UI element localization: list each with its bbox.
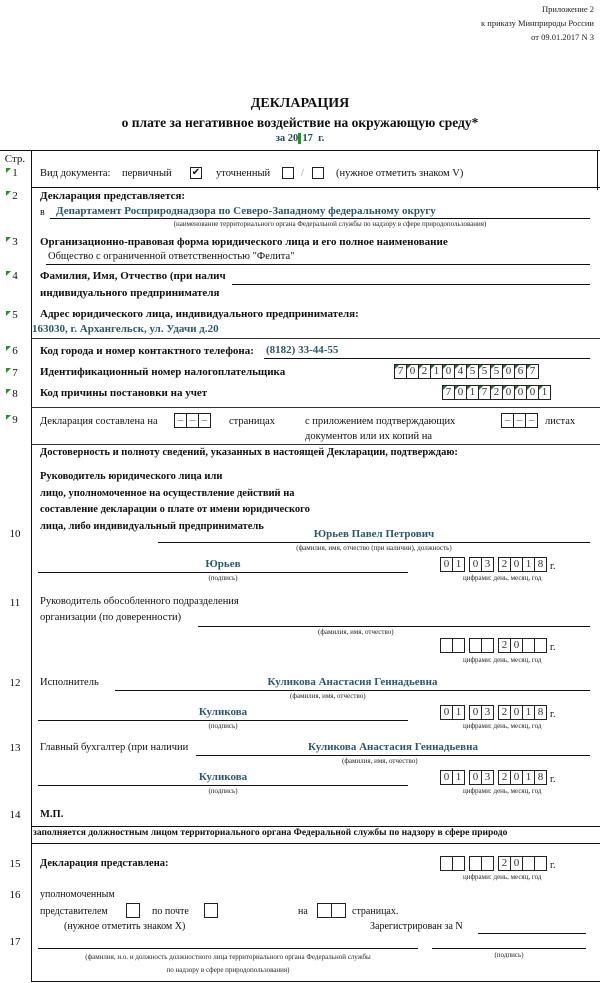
head-date-caption: цифрами: день, месяц, год: [463, 574, 542, 582]
date-digit[interactable]: 1: [522, 770, 535, 785]
stamp-label: М.П.: [40, 809, 64, 820]
date-digit[interactable]: 0: [510, 638, 523, 653]
year-suffix: г.: [550, 774, 556, 785]
registered-label: Зарегистрирован за N: [370, 921, 463, 932]
branch-head-underline: [198, 626, 590, 627]
row-num-5: 5: [12, 309, 18, 321]
chief-accountant-caption: (фамилия, имя, отчество): [342, 757, 418, 765]
date-digit[interactable]: 8: [534, 705, 547, 720]
inn-digit[interactable]: 2: [418, 364, 431, 379]
inn-digit[interactable]: 5: [478, 364, 491, 379]
inn-digit[interactable]: 1: [430, 364, 443, 379]
sheets-digit[interactable]: –: [513, 413, 526, 428]
date-digit[interactable]: 3: [481, 705, 494, 720]
executor-name-field[interactable]: Куликова Анастасия Геннадьевна: [267, 676, 438, 688]
submitted-label: Декларация представлена:: [40, 858, 169, 869]
executor-date[interactable]: [441, 705, 555, 720]
date-digit[interactable]: [481, 856, 494, 871]
date-digit[interactable]: 0: [440, 770, 453, 785]
row-num-11: 11: [9, 597, 21, 609]
kpp-label: Код причины постановки на учет: [40, 387, 208, 399]
address-field[interactable]: 163030, г. Архангельск, ул. Удачи д.20: [32, 323, 219, 335]
chief-accountant-label: Главный бухгалтер (при наличии: [40, 742, 189, 753]
document-subtitle: о плате за негативное воздействие на окружающую среду*: [121, 115, 479, 130]
address-label: Адрес юридического лица, индивидуального предпринимателя:: [40, 308, 359, 320]
date-year[interactable]: [499, 638, 547, 653]
corrected-label: уточненный: [216, 168, 271, 179]
chief-accountant-date[interactable]: [441, 770, 555, 785]
date-day[interactable]: [441, 557, 465, 572]
pages-digit[interactable]: [331, 903, 346, 918]
official-caption-line: (фамилия, и.о. и должность должностного лица территориального органа Федеральной службы: [85, 953, 371, 961]
period-year-field[interactable]: 17: [298, 133, 313, 144]
date-digit[interactable]: 2: [498, 856, 511, 871]
date-digit[interactable]: [452, 856, 465, 871]
date-year[interactable]: [499, 705, 547, 720]
pages-unit: страницах: [229, 416, 276, 427]
year-suffix: г.: [550, 709, 556, 720]
date-year[interactable]: [499, 557, 547, 572]
date-month[interactable]: [470, 638, 494, 653]
date-month[interactable]: [470, 557, 494, 572]
row-num-13: 13: [9, 742, 21, 754]
attachments-label: с приложением подтверждающих: [305, 416, 456, 427]
pages-digit[interactable]: –: [186, 413, 199, 428]
official-caption-line: по надзору в сфере природопользования): [166, 966, 290, 974]
sheets-digit[interactable]: –: [525, 413, 538, 428]
row-num-9: 9: [12, 414, 18, 426]
inn-digit[interactable]: 6: [514, 364, 527, 379]
date-digit[interactable]: 3: [481, 770, 494, 785]
head-role-line: Руководитель юридического лица или: [40, 471, 223, 482]
pages-digit[interactable]: –: [198, 413, 211, 428]
official-signature-caption: (подпись): [494, 951, 524, 959]
doc-type-label: Вид документа:: [40, 168, 111, 179]
reporting-period: [0, 133, 600, 144]
appendix-header: [481, 2, 594, 44]
inn-digit[interactable]: 0: [442, 364, 455, 379]
official-section-note: заполняется должностным лицом территориального органа Федеральной службы по надзору в сфере природо: [33, 828, 508, 838]
phone-underline: [264, 358, 590, 359]
head-role-line: составление декларации о плате от имени юридического: [40, 504, 310, 515]
table-bottom-border: [31, 981, 600, 982]
document-title: ДЕКЛАРАЦИЯ: [250, 96, 350, 111]
branch-head-date[interactable]: [441, 638, 555, 653]
executor-signature-field[interactable]: Куликова: [198, 706, 248, 718]
inn-digit[interactable]: 4: [454, 364, 467, 379]
row-num-7: 7: [12, 367, 18, 379]
date-digit[interactable]: 0: [510, 856, 523, 871]
executor-label: Исполнитель: [40, 677, 99, 688]
pages-count-boxes[interactable]: [175, 413, 211, 428]
submitted-to-prefix: в: [40, 207, 45, 218]
official-name-caption: [38, 951, 418, 977]
period-prefix: за 20: [275, 133, 299, 144]
date-digit[interactable]: 1: [452, 770, 465, 785]
date-digit[interactable]: 0: [510, 557, 523, 572]
date-day[interactable]: [441, 705, 465, 720]
correction-number-checkbox[interactable]: [312, 167, 324, 179]
head-signature-underline: [38, 572, 408, 573]
executor-signature-underline: [38, 720, 408, 721]
mark-note: (нужное отметить знаком V): [336, 168, 464, 179]
date-digit[interactable]: 0: [440, 557, 453, 572]
authorized-label: уполномоченным: [40, 889, 115, 900]
representative-label: представителем: [40, 906, 108, 917]
authority-caption: (наименование территориального органа Федеральной службы по надзору в сфере природопользования): [173, 220, 487, 228]
date-digit[interactable]: [481, 638, 494, 653]
head-role-line: лица, либо индивидуальный предприниматель: [40, 520, 264, 532]
branch-head-label-2: организации (по доверенности): [40, 612, 182, 623]
kpp-digit[interactable]: 0: [454, 385, 467, 400]
phone-field[interactable]: (8182) 33-44-55: [266, 344, 339, 356]
kpp-digit[interactable]: 1: [538, 385, 551, 400]
kpp-digit[interactable]: 0: [514, 385, 527, 400]
entrepreneur-name-label-2: индивидуального предпринимателя: [40, 287, 220, 299]
sheets-count-boxes[interactable]: [502, 413, 538, 428]
executor-signature-caption: (подпись): [208, 722, 238, 730]
primary-checkbox[interactable]: ✔: [191, 167, 201, 178]
inn-digit[interactable]: 7: [526, 364, 539, 379]
chief-accountant-name-field[interactable]: Куликова Анастасия Геннадьевна: [308, 741, 478, 753]
inn-digit[interactable]: 0: [502, 364, 515, 379]
official-signature-field[interactable]: [432, 948, 586, 949]
branch-head-name-field[interactable]: [198, 612, 590, 626]
date-digit[interactable]: 1: [522, 557, 535, 572]
pages-digit[interactable]: –: [174, 413, 187, 428]
year-suffix: г.: [550, 860, 556, 871]
entrepreneur-name-field[interactable]: [232, 270, 590, 284]
kpp-digit-boxes[interactable]: [443, 385, 551, 400]
date-digit[interactable]: 2: [498, 705, 511, 720]
org-name-field[interactable]: Общество с ограниченной ответственностью "Фелита": [48, 251, 295, 262]
date-month[interactable]: [470, 770, 494, 785]
date-digit[interactable]: 2: [498, 770, 511, 785]
row-divider: [31, 843, 600, 844]
submitted-date[interactable]: [441, 856, 555, 871]
corrected-checkbox[interactable]: [282, 167, 294, 179]
order-date: от 09.01.2017 N 3: [531, 32, 594, 42]
order-label: к приказу Минприроды России: [481, 18, 594, 28]
date-month[interactable]: [470, 856, 494, 871]
row-divider: [31, 187, 600, 188]
date-digit[interactable]: 2: [498, 638, 511, 653]
date-digit[interactable]: 8: [534, 557, 547, 572]
date-digit[interactable]: 1: [452, 557, 465, 572]
pages-label: Декларация составлена на: [40, 416, 158, 427]
row-num-8: 8: [12, 388, 18, 400]
row-num-1: 1: [12, 167, 18, 179]
representative-checkbox[interactable]: [126, 903, 140, 918]
date-day[interactable]: [441, 638, 465, 653]
table-right-border: [597, 150, 598, 190]
head-signature-caption: (подпись): [208, 574, 238, 582]
executor-name-caption: (фамилия, имя, отчество): [290, 692, 366, 700]
executor-name-underline: [115, 690, 590, 691]
year-suffix: г.: [550, 561, 556, 572]
date-digit[interactable]: 1: [522, 705, 535, 720]
chief-accountant-signature-field[interactable]: Куликова: [198, 771, 248, 783]
row-num-14: 14: [9, 809, 21, 821]
branch-head-label: Руководитель обособленного подразделения: [40, 596, 239, 607]
head-name-underline: [158, 542, 590, 543]
branch-head-caption: (фамилия, имя, отчество): [318, 628, 394, 636]
by-mail-checkbox[interactable]: [204, 903, 218, 918]
inn-digit[interactable]: 7: [394, 364, 407, 379]
date-month[interactable]: [470, 705, 494, 720]
date-digit[interactable]: 0: [469, 557, 482, 572]
row-divider: [31, 407, 600, 408]
chief-accountant-date-caption: цифрами: день, месяц, год: [463, 787, 542, 795]
row-divider: [31, 826, 600, 827]
date-digit[interactable]: 8: [534, 770, 547, 785]
sheets-unit: листах: [545, 416, 576, 427]
row-num-16: 16: [9, 889, 21, 901]
row-num-10: 10: [9, 528, 21, 540]
confirmation-statement: Достоверность и полноту сведений, указанных в настоящей Декларации, подтверждаю:: [40, 447, 458, 458]
row-num-3: 3: [12, 236, 18, 248]
row-divider: [31, 338, 600, 339]
date-digit[interactable]: 0: [440, 705, 453, 720]
date-digit[interactable]: [534, 638, 547, 653]
authority-underline: [50, 218, 590, 219]
date-digit[interactable]: 0: [510, 770, 523, 785]
period-suffix: г.: [318, 133, 325, 144]
date-digit[interactable]: 0: [469, 770, 482, 785]
date-digit[interactable]: 0: [469, 705, 482, 720]
chief-accountant-signature-underline: [38, 785, 408, 786]
kpp-digit[interactable]: 0: [526, 385, 539, 400]
on-label: на: [298, 906, 308, 917]
row-divider: [31, 444, 600, 445]
official-name-field[interactable]: [38, 948, 418, 949]
date-day[interactable]: [441, 856, 465, 871]
table-top-border: [31, 150, 600, 151]
inn-digit[interactable]: 0: [406, 364, 419, 379]
registration-number-field[interactable]: [478, 933, 586, 934]
kpp-digit[interactable]: 1: [466, 385, 479, 400]
chief-accountant-signature-caption: (подпись): [208, 787, 238, 795]
submitted-date-caption: цифрами: день, месяц, год: [463, 873, 542, 881]
head-role-label: [40, 469, 310, 535]
org-name-underline: [46, 264, 590, 265]
date-digit[interactable]: 2: [498, 557, 511, 572]
page-column-label: Стр.: [4, 153, 26, 165]
inn-label: Идентификационный номер налогоплательщика: [40, 366, 286, 378]
kpp-digit[interactable]: 7: [442, 385, 455, 400]
slash-separator: /: [301, 168, 304, 179]
mark-x-note: (нужное отметить знаком X): [64, 921, 186, 932]
row-num-4: 4: [12, 270, 18, 282]
phone-label: Код города и номер контактного телефона:: [40, 345, 254, 357]
kpp-digit[interactable]: 7: [478, 385, 491, 400]
branch-date-caption: цифрами: день, месяц, год: [463, 656, 542, 664]
date-digit[interactable]: 0: [510, 705, 523, 720]
entrepreneur-name-label: Фамилия, Имя, Отчество (при налич: [40, 270, 226, 282]
attachments-label-2: документов или их копий на: [305, 431, 433, 442]
date-digit[interactable]: 1: [452, 705, 465, 720]
inn-digit[interactable]: 5: [466, 364, 479, 379]
head-role-line: лицо, уполномоченное на осуществление действий на: [40, 487, 295, 499]
org-form-label: Организационно-правовая форма юридического лица и его полное наименование: [40, 236, 448, 248]
row-num-2: 2: [12, 190, 18, 202]
row-num-12: 12: [9, 677, 21, 689]
date-day[interactable]: [441, 770, 465, 785]
entrepreneur-name-underline: [232, 284, 590, 285]
chief-accountant-underline: [196, 755, 590, 756]
date-digit[interactable]: 3: [481, 557, 494, 572]
date-digit[interactable]: [452, 638, 465, 653]
pages-unit: страницах.: [352, 906, 399, 917]
head-signature-field[interactable]: Юрьев: [205, 558, 241, 570]
by-mail-label: по почте: [152, 906, 189, 917]
row-num-6: 6: [12, 345, 18, 357]
row-num-17: 17: [9, 936, 21, 948]
date-year[interactable]: [499, 770, 547, 785]
kpp-digit[interactable]: 2: [490, 385, 503, 400]
authority-field[interactable]: Департамент Росприроднадзора по Северо-Западному федеральному округу: [56, 205, 436, 217]
year-suffix: г.: [550, 642, 556, 653]
date-digit[interactable]: [534, 856, 547, 871]
inn-digit-boxes[interactable]: [395, 364, 539, 379]
primary-label: первичный: [122, 168, 172, 179]
pages-digit[interactable]: [317, 903, 332, 918]
head-name-caption: (фамилия, имя, отчество (при наличии), должность): [296, 544, 452, 552]
kpp-digit[interactable]: 0: [502, 385, 515, 400]
row-num-15: 15: [9, 858, 21, 870]
appendix-label: Приложение 2: [542, 4, 594, 14]
executor-date-caption: цифрами: день, месяц, год: [463, 722, 542, 730]
date-year[interactable]: [499, 856, 547, 871]
sheets-digit[interactable]: –: [501, 413, 514, 428]
head-date[interactable]: [441, 557, 555, 572]
submitted-to-label: Декларация представляется:: [40, 190, 186, 202]
head-name-field[interactable]: Юрьев Павел Петрович: [313, 528, 435, 540]
inn-digit[interactable]: 5: [490, 364, 503, 379]
table-left-border: [31, 150, 32, 982]
col-header-top: [0, 150, 31, 151]
submitted-pages-boxes[interactable]: [318, 903, 346, 918]
